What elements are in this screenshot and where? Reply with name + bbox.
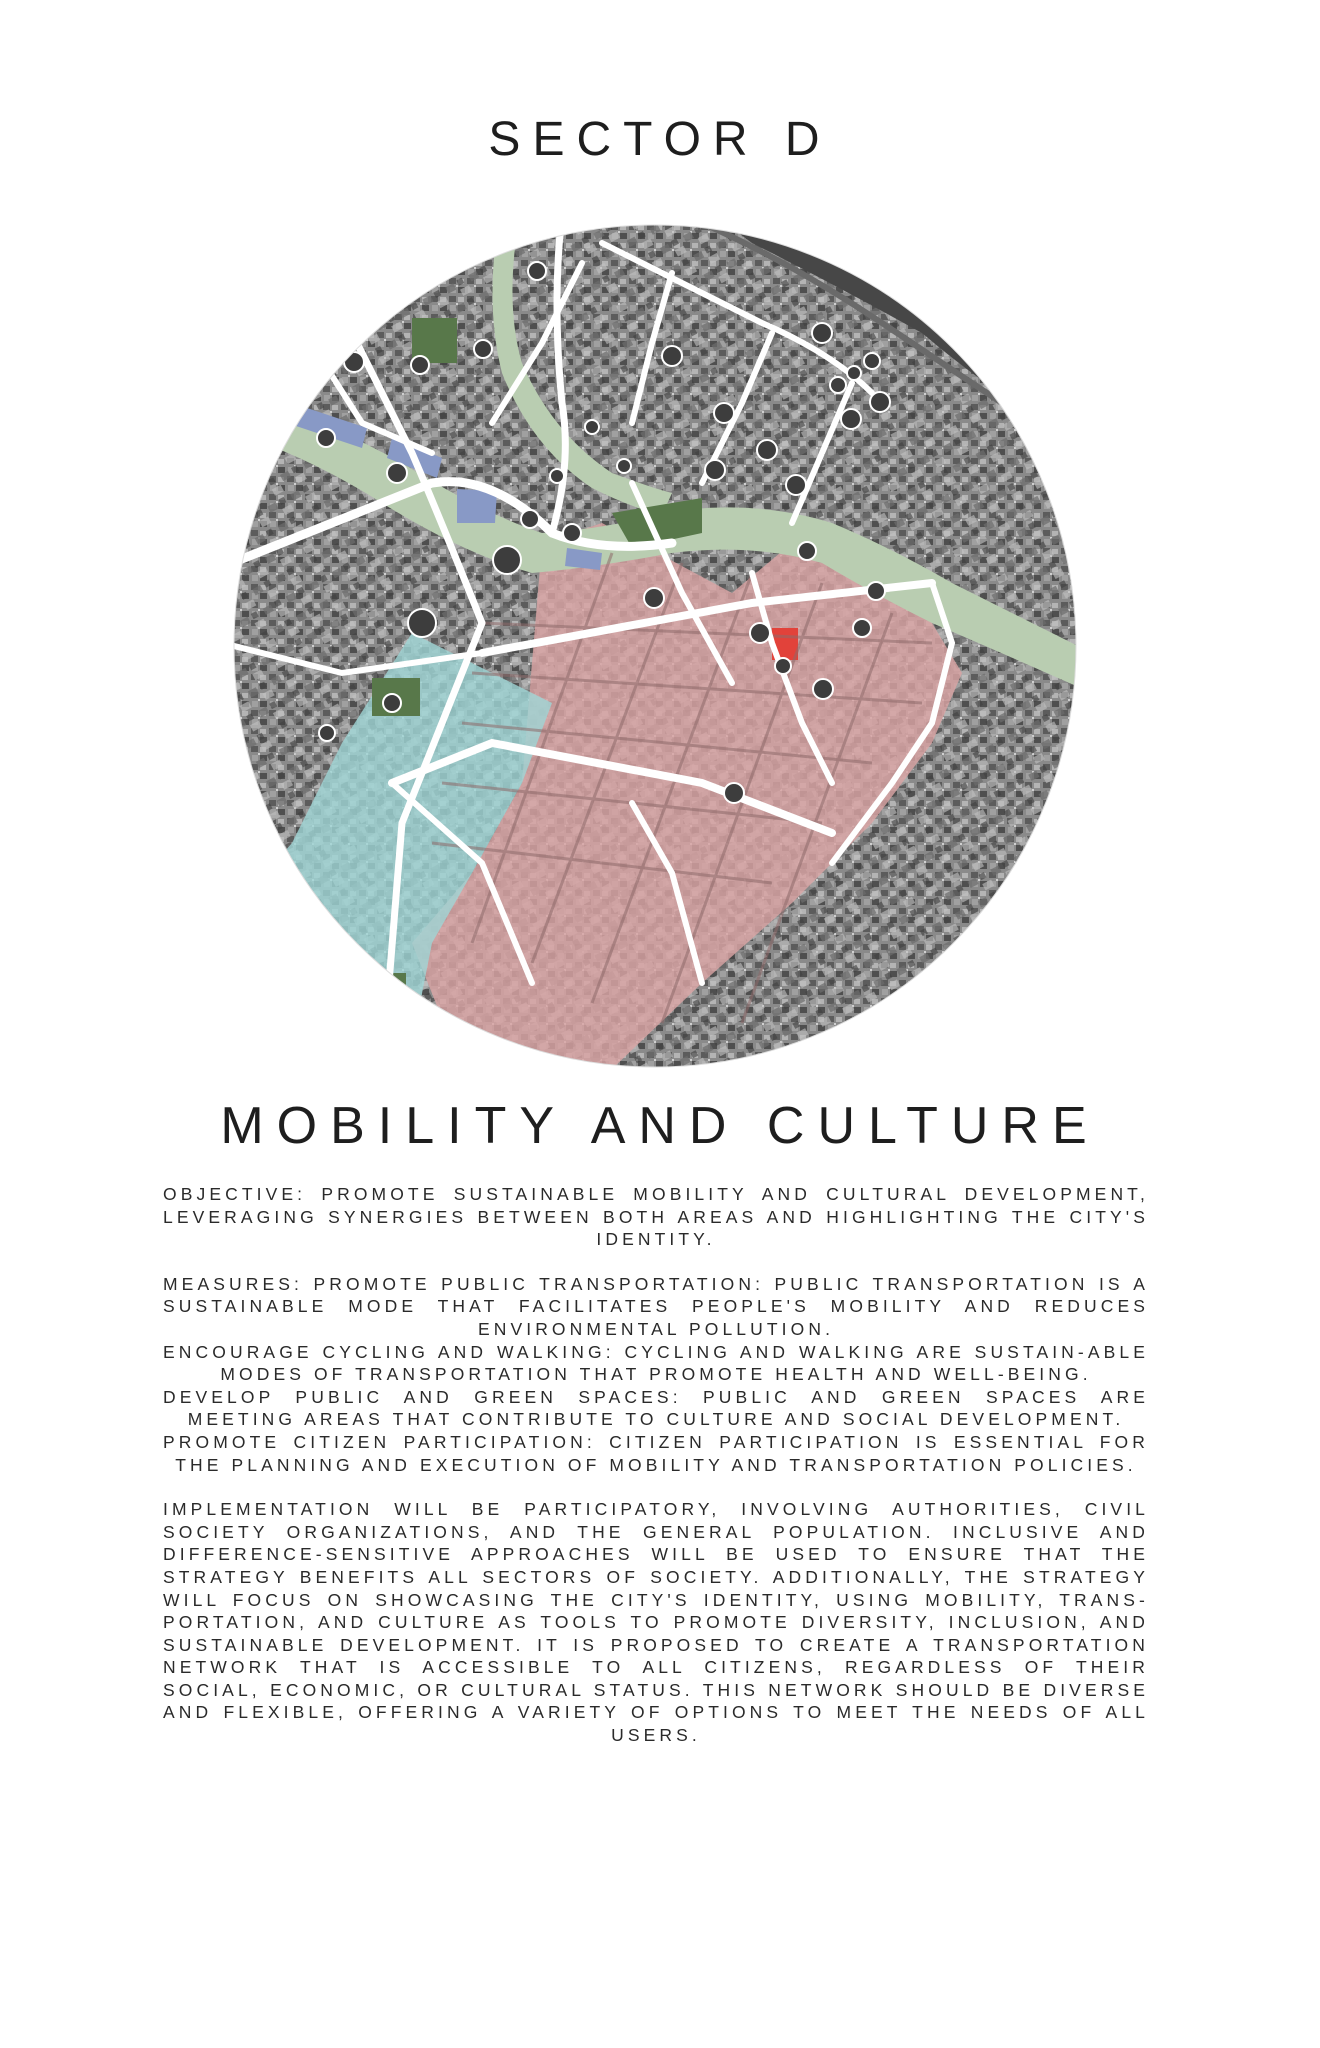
sector-map xyxy=(232,223,1078,1069)
measures-green-spaces: DEVELOP PUBLIC AND GREEN SPACES: PUBLIC AND GREEN SPACES ARE MEETING AREAS THAT CONTRIBUTE TO CULTURE AND SOCIAL DEVELOPMENT. xyxy=(163,1386,1149,1430)
park xyxy=(362,973,406,1013)
measures-cycling: ENCOURAGE CYCLING AND WALKING: CYCLING AND WALKING ARE SUSTAIN-ABLE MODES OF TRANSPORTATION THAT PROMOTE HEALTH AND WELL-BEING. xyxy=(163,1341,1149,1385)
measures-paragraph: MEASURES: PROMOTE PUBLIC TRANSPORTATION: PUBLIC TRANSPORTATION IS A SUSTAINABLE MODE THAT FACILITATES PEOPLE'S MOBILITY AND REDUCES ENVIRONMENTAL POLLUTION. xyxy=(163,1273,1149,1339)
implementation-paragraph: IMPLEMENTATION WILL BE PARTICIPATORY, INVOLVING AUTHORITIES, CIVIL SOCIETY ORGANIZATIONS, AND THE GENERAL POPULATION. INCLUSIVE AND DIFFERENCE-SENSITIVE APPROACHES WILL BE USED TO ENSURE THAT THE STRATEGY BENEFITS ALL SECTORS OF SOCIETY. ADDITIONALLY, THE STRATEGY WILL FOCUS ON SHOWCASING THE CITY'S IDENTITY, USING MOBILITY, TRANS-PORTATION, AND CULTURE AS TOOLS TO PROMOTE DIVERSITY, INCLUSION, AND SUSTAINABLE DEVELOPMENT. IT IS PROPOSED TO CREATE A TRANSPORTATION NETWORK THAT IS ACCESSIBLE TO ALL CITIZENS, REGARDLESS OF THEIR SOCIAL, ECONOMIC, OR CULTURAL STATUS. THIS NETWORK SHOULD BE DIVERSE AND FLEXIBLE, OFFERING A VARIETY OF OPTIONS TO MEET THE NEEDS OF ALL USERS. xyxy=(163,1499,1149,1746)
blue-block xyxy=(232,373,272,418)
park xyxy=(262,378,302,408)
objective-paragraph: OBJECTIVE: PROMOTE SUSTAINABLE MOBILITY AND CULTURAL DEVELOPMENT, LEVERAGING SYNERGIES BETWEEN BOTH AREAS AND HIGHLIGHTING THE CITY'S IDENTITY. xyxy=(163,1184,1149,1250)
map-graphic xyxy=(232,223,1078,1069)
map-content xyxy=(232,223,1078,1069)
description-text xyxy=(163,1183,1149,1769)
section-title: MOBILITY AND CULTURE xyxy=(220,1097,1100,1155)
sector-title: SECTOR D xyxy=(488,113,832,166)
measures-participation: PROMOTE CITIZEN PARTICIPATION: CITIZEN PARTICIPATION IS ESSENTIAL FOR THE PLANNING AND EXECUTION OF MOBILITY AND TRANSPORTATION POLICIES. xyxy=(163,1431,1149,1475)
